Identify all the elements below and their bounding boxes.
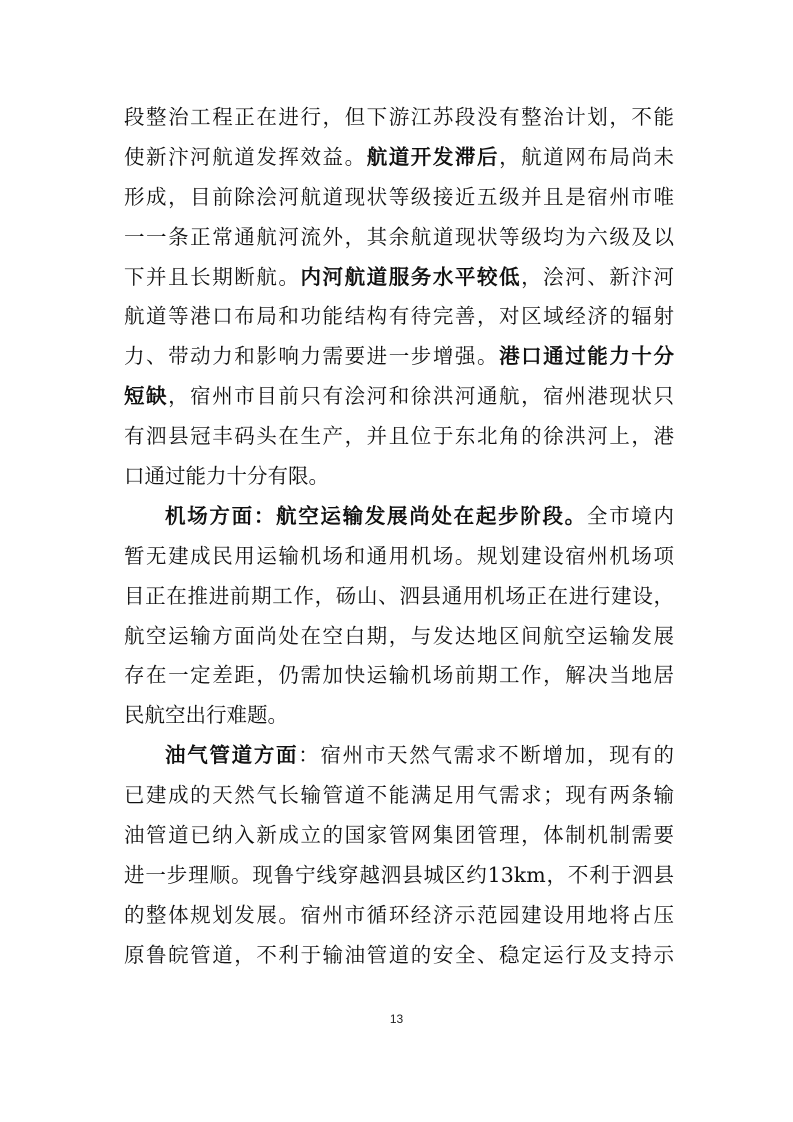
text-line — [124, 696, 674, 736]
text-line — [124, 537, 674, 577]
bold-text-segment: 航道开发滞后 — [366, 144, 500, 169]
page-number: 13 — [389, 1012, 404, 1026]
text-segment: ，浍河、新汴河 — [521, 264, 674, 289]
text-line — [124, 856, 674, 896]
text-line — [124, 497, 674, 537]
text-line — [124, 337, 674, 377]
text-segment: 进一步理顺。现鲁宁线穿越泗县城区约13km，不利于泗县 — [124, 862, 674, 887]
text-segment: 形成，目前除浍河航道现状等级接近五级并且是宿州市唯 — [124, 184, 674, 209]
text-line — [124, 816, 674, 856]
text-line — [124, 936, 674, 976]
text-line — [124, 896, 674, 936]
text-segment: 目正在推进前期工作，砀山、泗县通用机场正在进行建设， — [124, 583, 674, 608]
text-line — [124, 656, 674, 696]
text-line — [124, 178, 674, 218]
text-segment: 下并且长期断航。 — [124, 264, 301, 289]
text-line — [124, 736, 674, 776]
text-segment: 已建成的天然气长输管道不能满足用气需求；现有两条输 — [124, 783, 674, 808]
body-text — [124, 98, 674, 976]
text-segment: 的整体规划发展。宿州市循环经济示范园建设用地将占压 — [124, 902, 674, 927]
text-segment: 暂无建成民用运输机场和通用机场。规划建设宿州机场项 — [124, 543, 674, 568]
text-line — [124, 417, 674, 457]
text-line — [124, 617, 674, 657]
text-segment: 有泗县冠丰码头在生产，并且位于东北角的徐洪河上，港 — [124, 424, 674, 449]
bold-text-segment: 港口通过能力十分 — [499, 344, 674, 369]
text-line — [124, 138, 674, 178]
text-segment: ，航道网布局尚未 — [499, 144, 674, 169]
text-segment: 存在一定差距，仍需加快运输机场前期工作，解决当地居 — [124, 663, 674, 688]
text-segment: 油管道已纳入新成立的国家管网集团管理，体制机制需要 — [124, 823, 674, 848]
text-segment: 航道等港口布局和功能结构有待完善，对区域经济的辐射 — [124, 304, 674, 329]
bold-text-segment: 油气管道方面 — [165, 743, 299, 768]
bold-text-segment: 机场方面：航空运输发展尚处在起步阶段。 — [165, 503, 587, 528]
text-line — [124, 577, 674, 617]
bold-text-segment: 短缺 — [124, 384, 169, 409]
text-segment: 全市境内 — [586, 503, 675, 528]
text-line — [124, 297, 674, 337]
text-line — [124, 776, 674, 816]
text-segment: ：宿州市天然气需求不断增加，现有的 — [298, 743, 675, 768]
text-line — [124, 218, 674, 258]
text-segment: 民航空出行难题。 — [124, 703, 288, 728]
text-segment: 段整治工程正在进行，但下游江苏段没有整治计划，不能 — [124, 105, 674, 129]
text-segment: ，宿州市目前只有浍河和徐洪河通航，宿州港现状只 — [168, 384, 674, 409]
text-line — [124, 457, 674, 497]
text-segment: 力、带动力和影响力需要进一步增强。 — [124, 344, 500, 369]
text-segment: 使新汴河航道发挥效益。 — [124, 144, 367, 169]
text-line — [124, 258, 674, 298]
text-line — [124, 98, 674, 138]
text-segment: 一一条正常通航河流外，其余航道现状等级均为六级及以 — [124, 224, 674, 249]
text-segment: 口通过能力十分有限。 — [124, 464, 329, 489]
bold-text-segment: 内河航道服务水平较低 — [300, 264, 522, 289]
text-segment: 原鲁皖管道，不利于输油管道的安全、稳定运行及支持示 — [124, 942, 674, 967]
text-line — [124, 377, 674, 417]
text-segment: 航空运输方面尚处在空白期，与发达地区间航空运输发展 — [124, 623, 674, 648]
